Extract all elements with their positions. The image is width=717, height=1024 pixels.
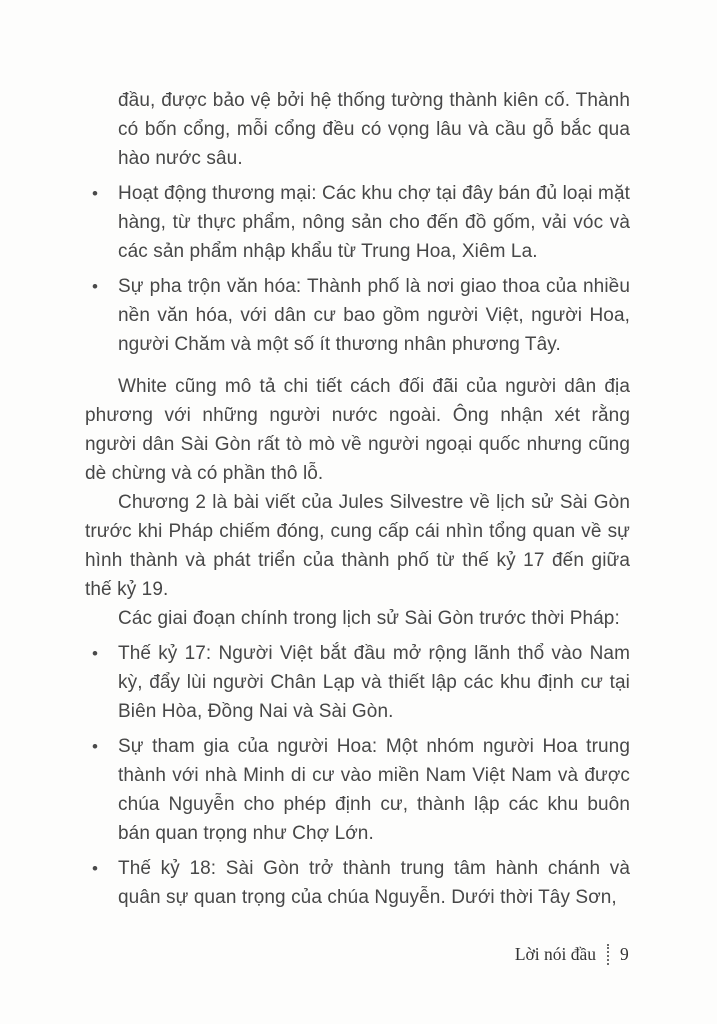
list-item-text: Thế kỷ 17: Người Việt bắt đầu mở rộng lãnh thổ vào Nam kỳ, đẩy lùi người Chân Lạp và thiết lập các khu định cư tại Biên Hòa, Đồng Nai và Sài Gòn.: [118, 643, 630, 722]
page-content: [85, 86, 630, 912]
list-item-culture: [85, 272, 630, 359]
paragraph-periods-intro: Các giai đoạn chính trong lịch sử Sài Gòn trước thời Pháp:: [118, 608, 620, 629]
list-item-text: Thế kỷ 18: Sài Gòn trở thành trung tâm hành chánh và quân sự quan trọng của chúa Nguyễn. Dưới thời Tây Sơn,: [118, 858, 630, 908]
footer-dotted-divider: [607, 944, 609, 965]
list-item-text: Hoạt động thương mại: Các khu chợ tại đây bán đủ loại mặt hàng, từ thực phẩm, nông sản cho đến đồ gốm, vải vóc và các sản phẩm nhập khẩu từ Trung Hoa, Xiêm La.: [118, 183, 630, 262]
footer-section-title: Lời nói đầu: [514, 944, 596, 964]
list-item-text: Sự pha trộn văn hóa: Thành phố là nơi giao thoa của nhiều nền văn hóa, với dân cư bao gồm người Việt, người Hoa, người Chăm và một số ít thương nhân phương Tây.: [118, 276, 630, 355]
list-item-trade: [85, 179, 630, 266]
list-item-text: Sự tham gia của người Hoa: Một nhóm người Hoa trung thành với nhà Minh di cư vào miền Nam Việt Nam và được chúa Nguyễn cho phép định cư, thành lập các khu buôn bán quan trọng như Chợ Lớn.: [118, 736, 630, 844]
bullet-icon: •: [92, 277, 99, 296]
list-item-century18: [85, 854, 630, 912]
bullet-icon: •: [92, 859, 99, 878]
list-item-century17: [85, 639, 630, 726]
paragraph-chapter2: Chương 2 là bài viết của Jules Silvestre về lịch sử Sài Gòn trước khi Pháp chiếm đóng, cung cấp cái nhìn tổng quan về sự hình thành và phát triển của thành phố từ thế kỷ 17 đến giữa thế kỷ 19.: [85, 492, 630, 600]
page-number: 9: [620, 944, 629, 964]
bullet-icon: •: [92, 737, 99, 756]
paragraph-white-description: White cũng mô tả chi tiết cách đối đãi của người dân địa phương với những người nước ngoài. Ông nhận xét rằng người dân Sài Gòn rất tò mò về người ngoại quốc nhưng cũng dè chừng và có phần thô lỗ.: [85, 376, 630, 484]
list-item-hoa: [85, 732, 630, 848]
page-footer: [515, 944, 630, 965]
bullet-icon: •: [92, 184, 99, 203]
paragraph-continuation: đầu, được bảo vệ bởi hệ thống tường thành kiên cố. Thành có bốn cổng, mỗi cổng đều có vọng lâu và cầu gỗ bắc qua hào nước sâu.: [118, 90, 630, 169]
bullet-icon: •: [92, 644, 99, 663]
